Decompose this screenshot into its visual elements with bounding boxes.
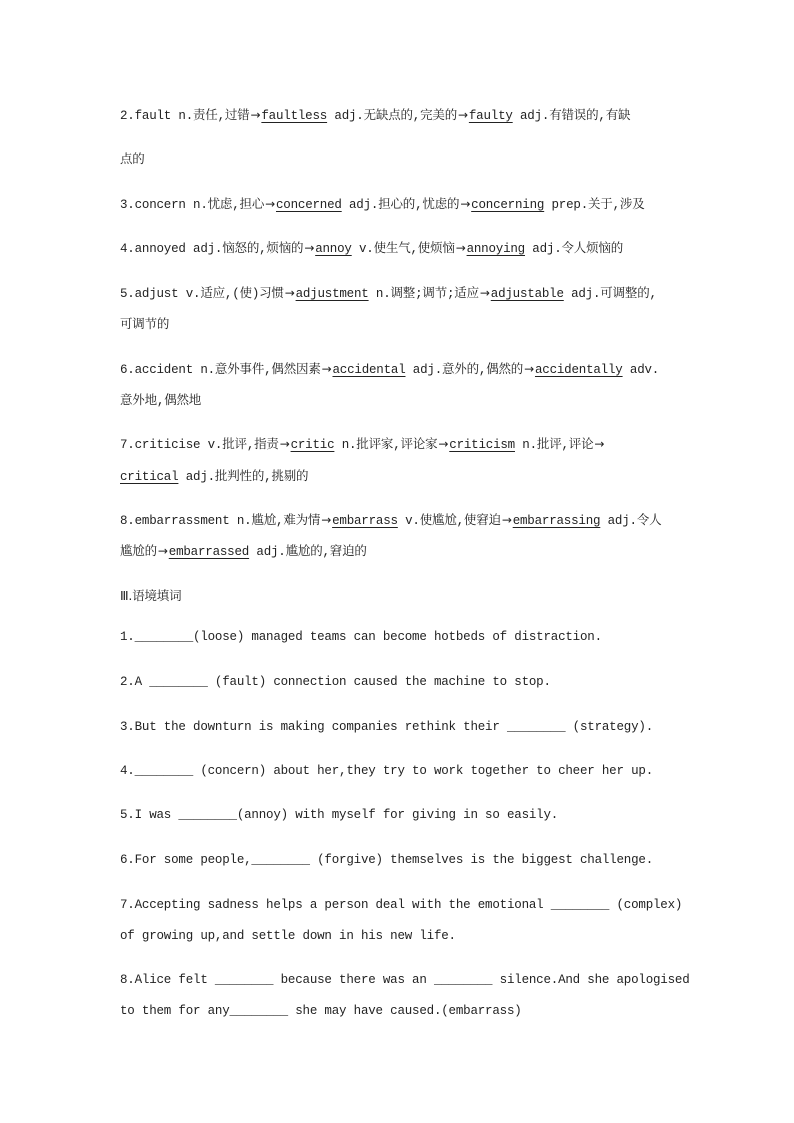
exercise-line: 3.But the downturn is making companies rethink their ________ (strategy).	[120, 720, 653, 734]
vocab-item-2-cont: 点的	[120, 153, 145, 167]
exercise-line: of growing up,and settle down in his new life.	[120, 929, 456, 943]
exercise-line: 7.Accepting sadness helps a person deal with the emotional ________ (complex)	[120, 898, 683, 912]
vocab-item-8: 8.embarrassment n.尴尬,难为情→embarrass v.使尴尬,使窘迫→embarrassing adj.令人	[120, 513, 662, 528]
vocab-item-6-cont: 意外地,偶然地	[120, 394, 202, 408]
vocab-item-8-cont: 尴尬的→embarrassed adj.尴尬的,窘迫的	[120, 544, 367, 559]
exercise-line: 1.________(loose) managed teams can become hotbeds of distraction.	[120, 630, 602, 644]
exercise-line: 2.A ________ (fault) connection caused the machine to stop.	[120, 675, 551, 689]
exercise-line: to them for any________ she may have caused.(embarrass)	[120, 1004, 522, 1018]
vocab-item-2: 2.fault n.责任,过错→faultless adj.无缺点的,完美的→faulty adj.有错误的,有缺	[120, 108, 631, 123]
vocab-item-3: 3.concern n.忧虑,担心→concerned adj.担心的,忧虑的→concerning prep.关于,涉及	[120, 197, 645, 212]
vocab-item-6: 6.accident n.意外事件,偶然因素→accidental adj.意外的,偶然的→accidentally adv.	[120, 362, 660, 377]
vocab-item-5: 5.adjust v.适应,(使)习惯→adjustment n.调整;调节;适应→adjustable adj.可调整的,	[120, 286, 657, 301]
vocab-item-5-cont: 可调节的	[120, 318, 170, 332]
vocab-item-7: 7.criticise v.批评,指责→critic n.批评家,评论家→criticism n.批评,评论→	[120, 437, 605, 452]
exercise-line: 5.I was ________(annoy) with myself for giving in so easily.	[120, 808, 559, 822]
exercise-line: 6.For some people,________ (forgive) themselves is the biggest challenge.	[120, 853, 653, 867]
vocab-item-4: 4.annoyed adj.恼怒的,烦恼的→annoy v.使生气,使烦恼→annoying adj.令人烦恼的	[120, 241, 624, 256]
exercise-line: 4.________ (concern) about her,they try to work together to cheer her up.	[120, 764, 653, 778]
exercise-line: 8.Alice felt ________ because there was an ________ silence.And she apologised	[120, 973, 690, 987]
vocab-item-7-cont: critical adj.批判性的,挑剔的	[120, 470, 309, 484]
section-heading: Ⅲ.语境填词	[120, 588, 182, 603]
